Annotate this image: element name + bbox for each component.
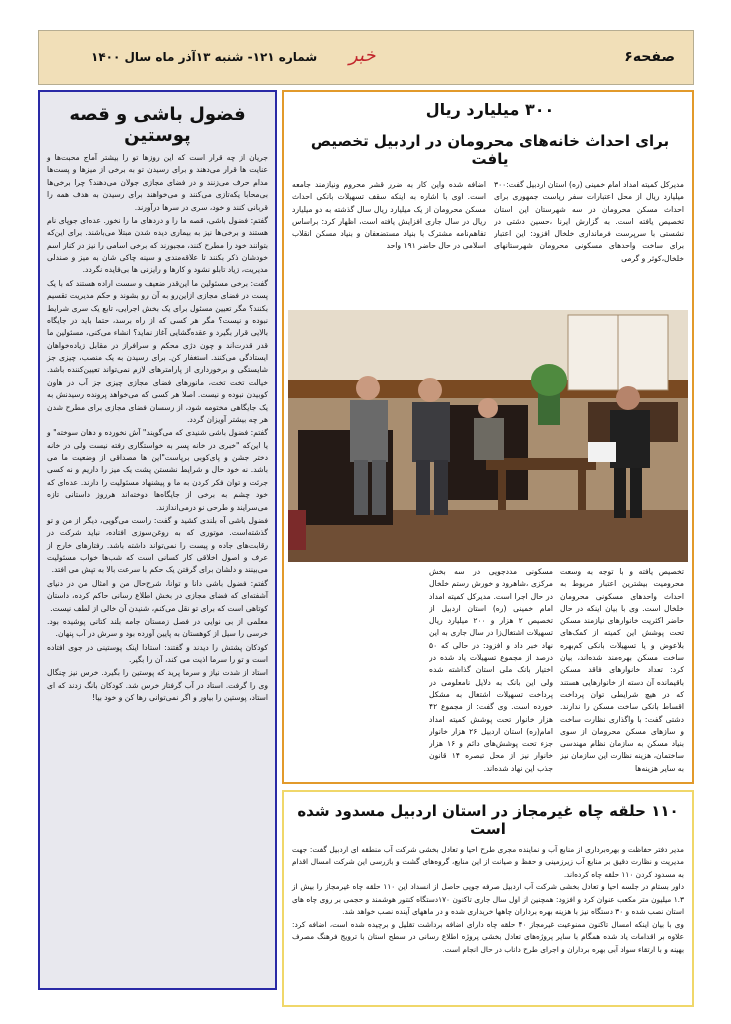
newspaper-logo: خبر xyxy=(349,45,376,66)
left-paragraph: کودکان پشتش را دیدند و گفتند: استادا اینک پوستینی در جوی افتاده است و تو را سرما اذیت می کند، آن را بگیر. xyxy=(47,642,268,664)
left-paragraph: جریان از چه قرار است که این روزها تو را بیشتر آماج محبت‌ها و عنایت ها قرار می‌دهند و برای رسیدن تو به برخی از میزها و پست‌ها مدام حرف می‌زنند و در فضای مجازی جولان می‌دهند؟ چرا برخی‌ها بی‌محابا یکه‌تازی می‌کنند و می‌خواهند برای رسیدن به هدف همه را قربانی کنند و خود، سری در سرها درآورند. xyxy=(47,153,268,212)
left-paragraph: گفتم: فضول باشی، قصه ما را و دردهای ما را نخور. عده‌ای جوپای نام هستند و برخی‌ها نیز به بیماری دیده شدن مبتلا می‌باشند. برای این‌که بتوانند خود را مطرح کنند، مجبورند که برخی اسامی را نیز در کنار اسم خودشان ذکر بکنند تا علاقه‌مندی و سینه چاکی شان به میز و صندلی مدیریت، زیاد تابلو نشود و کارها و رایزنی ها بی‌فایده نگردد. xyxy=(47,215,268,275)
main-column-3 xyxy=(560,566,684,780)
left-paragraph: گفت: برخی مسئولین ما این‌قدر ضعیف و سست اراده هستند که با یک پست در فضای مجازی ازاین‌رو به آن رو بشوند و حکم مدیریت تقسیم بکنند؟ مگر تعیین مسئول برای یک بخش اجرایی، تابع یک سری شرایط نبوده و نیست؟ مگر هر کسی که از راه برسد، حتما باید در جایگاه بالایی قرار بگیرد و عقده‌گشایی آغاز نماید؟ انشاء می‌کنی، مسئولین ما قدر قدرت‌اند و چون دژی محکم و سرافراز در مقابل زیاده‌خواهان ایستادگی می‌کنند. استغفار کن. برای رسیدن به یک منصب، چیزی جز شایستگی و برخورداری از پارامترهای لازم نمی‌تواند تعیین‌کننده باشد. خیالت تخت تخت، مانورهای فضای مجازی چیزی جز آب در هاون کوبیدن نبوده و نیست. اصلا هر کسی که می‌خواهد پرونده رسیدنش به یک جایگاهی مختومه شود، از رسسان فضای مجازی برای مطرح شدن هر چه بیشتر آویزان گردد. xyxy=(47,278,268,424)
main-column-text: مسکونی مددجویی در سه بخش مرکزی ،شاهرود و خورش رستم خلخال در حال اجرا است. مدیرکل کمیته امداد امام خمینی (ره) استان اردبیل از تخصیص ۲ هزار و ۲۰۰ میلیارد ریال تسهیلات اشتغال‌زا در سال جاری به این نهاد خبر داد و افزود: در حالی که ۵۰ درصد از مجموع تسهیلات یاد شده در اختیار بانک ملی استان گذاشته شده ولی این بانک به دلایل نامعلومی در پرداخت تسهیلات اشتغال به مشکل خورده است. وی گفت: از مجموع ۴۲ هزار خانوار تحت پوشش کمیته امداد امام(ره) استان اردبیل ۲۶ هزار خانوار جزء تحت پوشش‌های دائم و ۱۶ هزار خانوار نیز از محل تبصره ۱۴ قانون جذب این نهاد شده‌اند. xyxy=(429,567,553,773)
main-column-text: تخصیص یافته و با توجه به وسعت محرومیت بیشترین اعتبار مربوط به احداث واحدهای مسکونی محرومان خلخال است. وی با بیان اینکه در حال حاضر اکثریت خانوارهای نیازمند مسکن تحت پوشش این کمیته از کمک‌های بلاعوض و یا تسهیلات بانکی کم‌بهره ساخت مسکن بهره‌مند شده‌اند، بیان کرد: تعداد خانوارهای فاقد مسکن باقیمانده آن دسته از خانوارهایی هستند که در هیچ شرایطی توان پرداخت اقساط بانکی ساخت مسکن را ندارند. دشتی گفت: با واگذاری نظارت ساخت و سازهای مسکن محرومان از سوی بنیاد مسکن به سازمان نظام مهندسی ساختمان، هزینه نظارت این سازمان نیز به سایر هزینه‌ها xyxy=(560,567,684,773)
page-header xyxy=(38,30,694,85)
page-number: صفحه۶ xyxy=(624,49,675,65)
main-column-5 xyxy=(294,566,422,780)
bottom-story xyxy=(282,790,694,1007)
bottom-paragraph: داور بستام در جلسه احیا و تعادل بخشی شرکت آب اردبیل صرفه جویی حاصل از انسداد این ۱۱۰ حلقه چاه غیرمجاز را بیش از ۱.۳ میلیون متر مکعب عنوان کرد و افزود: همچنین از اول سال جاری تاکنون ۱۷۰دستگاه کنتور هوشمند و حجمی بر روی چاه های استان نصب شده و ۳۰ دستگاه نیز با هزینه بهره برداران چاهها خریداری شده و در ماههای آینده نصب خواهد شد. xyxy=(292,882,684,917)
left-paragraph: گفتم: فضول باشی شنیدی که می‌گویند" آش نخورده و دهان سوخته" و یا این‌که "خبری در خانه پسر به خواستگاری رفته نیست ولی در خانه دختر جشن و پای‌کوبی برپاست"این ها مصداقی از وضعیت ما می باشد. نه خود حال و شرایط نشستن پشت یک میز را داریم و نه کسی جرئت و توان فکر کردن به ما و پیشنهاد مسئولیت را دارند. عده‌ای که خود چشم به برخی از جایگاه‌ها دوخته‌اند هرروز داستانی تازه می‌سرایند و طرحی نو درمی‌اندازند. xyxy=(47,428,268,512)
main-column-text: مدیرکل کمیته امداد امام خمینی (ره) استان اردبیل گفت:۳۰۰ میلیارد ریال از محل اعتبارات سفر ریاست جمهوری برای احداث مسکن محرومان در سه شهرستان این استان تخصیص یافته است. به گزارش ایرنا ،حسین دشتی در نشستی با سرپرست فرمانداری خلخال افزود: این اعتبار برای ساخت واحدهای مسکونی محرومان شهرستانهای خلخال،کوثر و گرمی xyxy=(494,180,684,263)
left-paragraph: استاد از شدت نیاز و سرما پرید که پوستین را بگیرد. خرس نیز چنگال وی را گرفت. استاد در آب گرفتار خرس شد. کودکان بانگ زدند که ای استاد، پوستین را بیاور و اگر نمی‌توانی رها کن و خود بیا! xyxy=(47,668,268,703)
left-story xyxy=(38,90,277,990)
issue-line: شماره ۱۲۱- شنبه ۱۳آذر ماه سال ۱۴۰۰ xyxy=(91,50,318,64)
main-column-1 xyxy=(494,179,684,307)
main-story xyxy=(282,90,694,784)
main-column-4 xyxy=(429,566,553,780)
main-column-text: اضافه شده واین کار به ضرر قشر محروم ونیازمند جامعه است. اوی با اشاره به اینکه سقف تسهیلات بانکی احداث مسکن محرومان از یک میلیارد ریال سال گذشته به دو میلیارد ریال در سال جاری افزایش یافته است، اظهار کرد: براساس تفاهم‌نامه مشترک با بنیاد مستضعفان و بنیاد مسکن انقلاب اسلامی در حال حاضر ۱۹۱ واحد xyxy=(292,180,486,251)
left-paragraph: گفتم: فضول باشی دانا و توانا، شرح‌حال من و امثال من در دنیای آشفته‌ای که فضای مجازی در بخش اطلاع رسانی حاکم کرده، داستان کوتاهی است که برای تو نقل می‌کنم، شنیدن آن خالی از لطف نیست. xyxy=(47,578,268,613)
main-story-subtitle: برای احداث خانه‌های محرومان در اردبیل تخصیص یافت xyxy=(310,132,670,168)
meeting-photo xyxy=(288,310,688,562)
main-column-2 xyxy=(292,179,486,307)
bottom-paragraph: مدیر دفتر حفاظت و بهره‌برداری از منابع آب و نماینده مجری طرح احیا و تعادل بخشی شرکت آب منطقه ای اردبیل گفت: جهت مدیریت و نظارت دقیق بر منابع آب زیرزمینی و حفظ و صیانت از این منابع، گروه‌های گشت و بازرسی این شرکت امسال اقدام به مسدود کردن ۱۱۰ حلقه چاه کرده‌اند. xyxy=(292,845,684,879)
bottom-paragraph: وی با بیان اینکه امسال تاکنون ممنوعیت غیرمجاز ۴۰ حلقه چاه دارای اضافه برداشت تقلیل و برچیده شده است، اضافه کرد: علاوه بر اقدامات یاد شده همگام با سایر پروژه‌های تعادل بخشی پروژه اطلاع رسانی در سطح استان با ترویج فرهنگ مصرف بهینه و با ارتقاء سواد آبی بهره برداران و اجرای طرح داناب در حال انجام است. xyxy=(292,919,684,954)
left-paragraph: معلمی از بی نوایی در فصل زمستان جامه بلند کتانی پوشیده بود. خرسی را سیل از کوهستان به پایین آورده بود و سرش در آب پنهان. xyxy=(47,616,268,639)
main-story-title: ۳۰۰ میلیارد ریال xyxy=(425,100,555,119)
bottom-story-title: ۱۱۰ حلقه چاه غیرمجاز در استان اردبیل مسدود شده است xyxy=(297,802,679,838)
left-paragraph: فضول باشی آه بلندی کشید و گفت: راست می‌گویی، دیگر از من و تو گذشته‌است. موتوری که به روغن‌سوزی افتاده، نباید شرکت در رقابت‌های جاده و پیست را نمی‌تواند داشته باشد. رفتارهای خارج از عرف و اصول اخلاقی کار کسانی است که شب‌ها خواب مسئولیت می‌بینند و دلشان برای گرفتن یک حکم با سرعت بالا به تپش می افتد. xyxy=(47,515,268,575)
left-story-title: فضول باشی و قصه پوستین xyxy=(69,104,246,146)
meeting-photo-illustration xyxy=(288,310,688,562)
